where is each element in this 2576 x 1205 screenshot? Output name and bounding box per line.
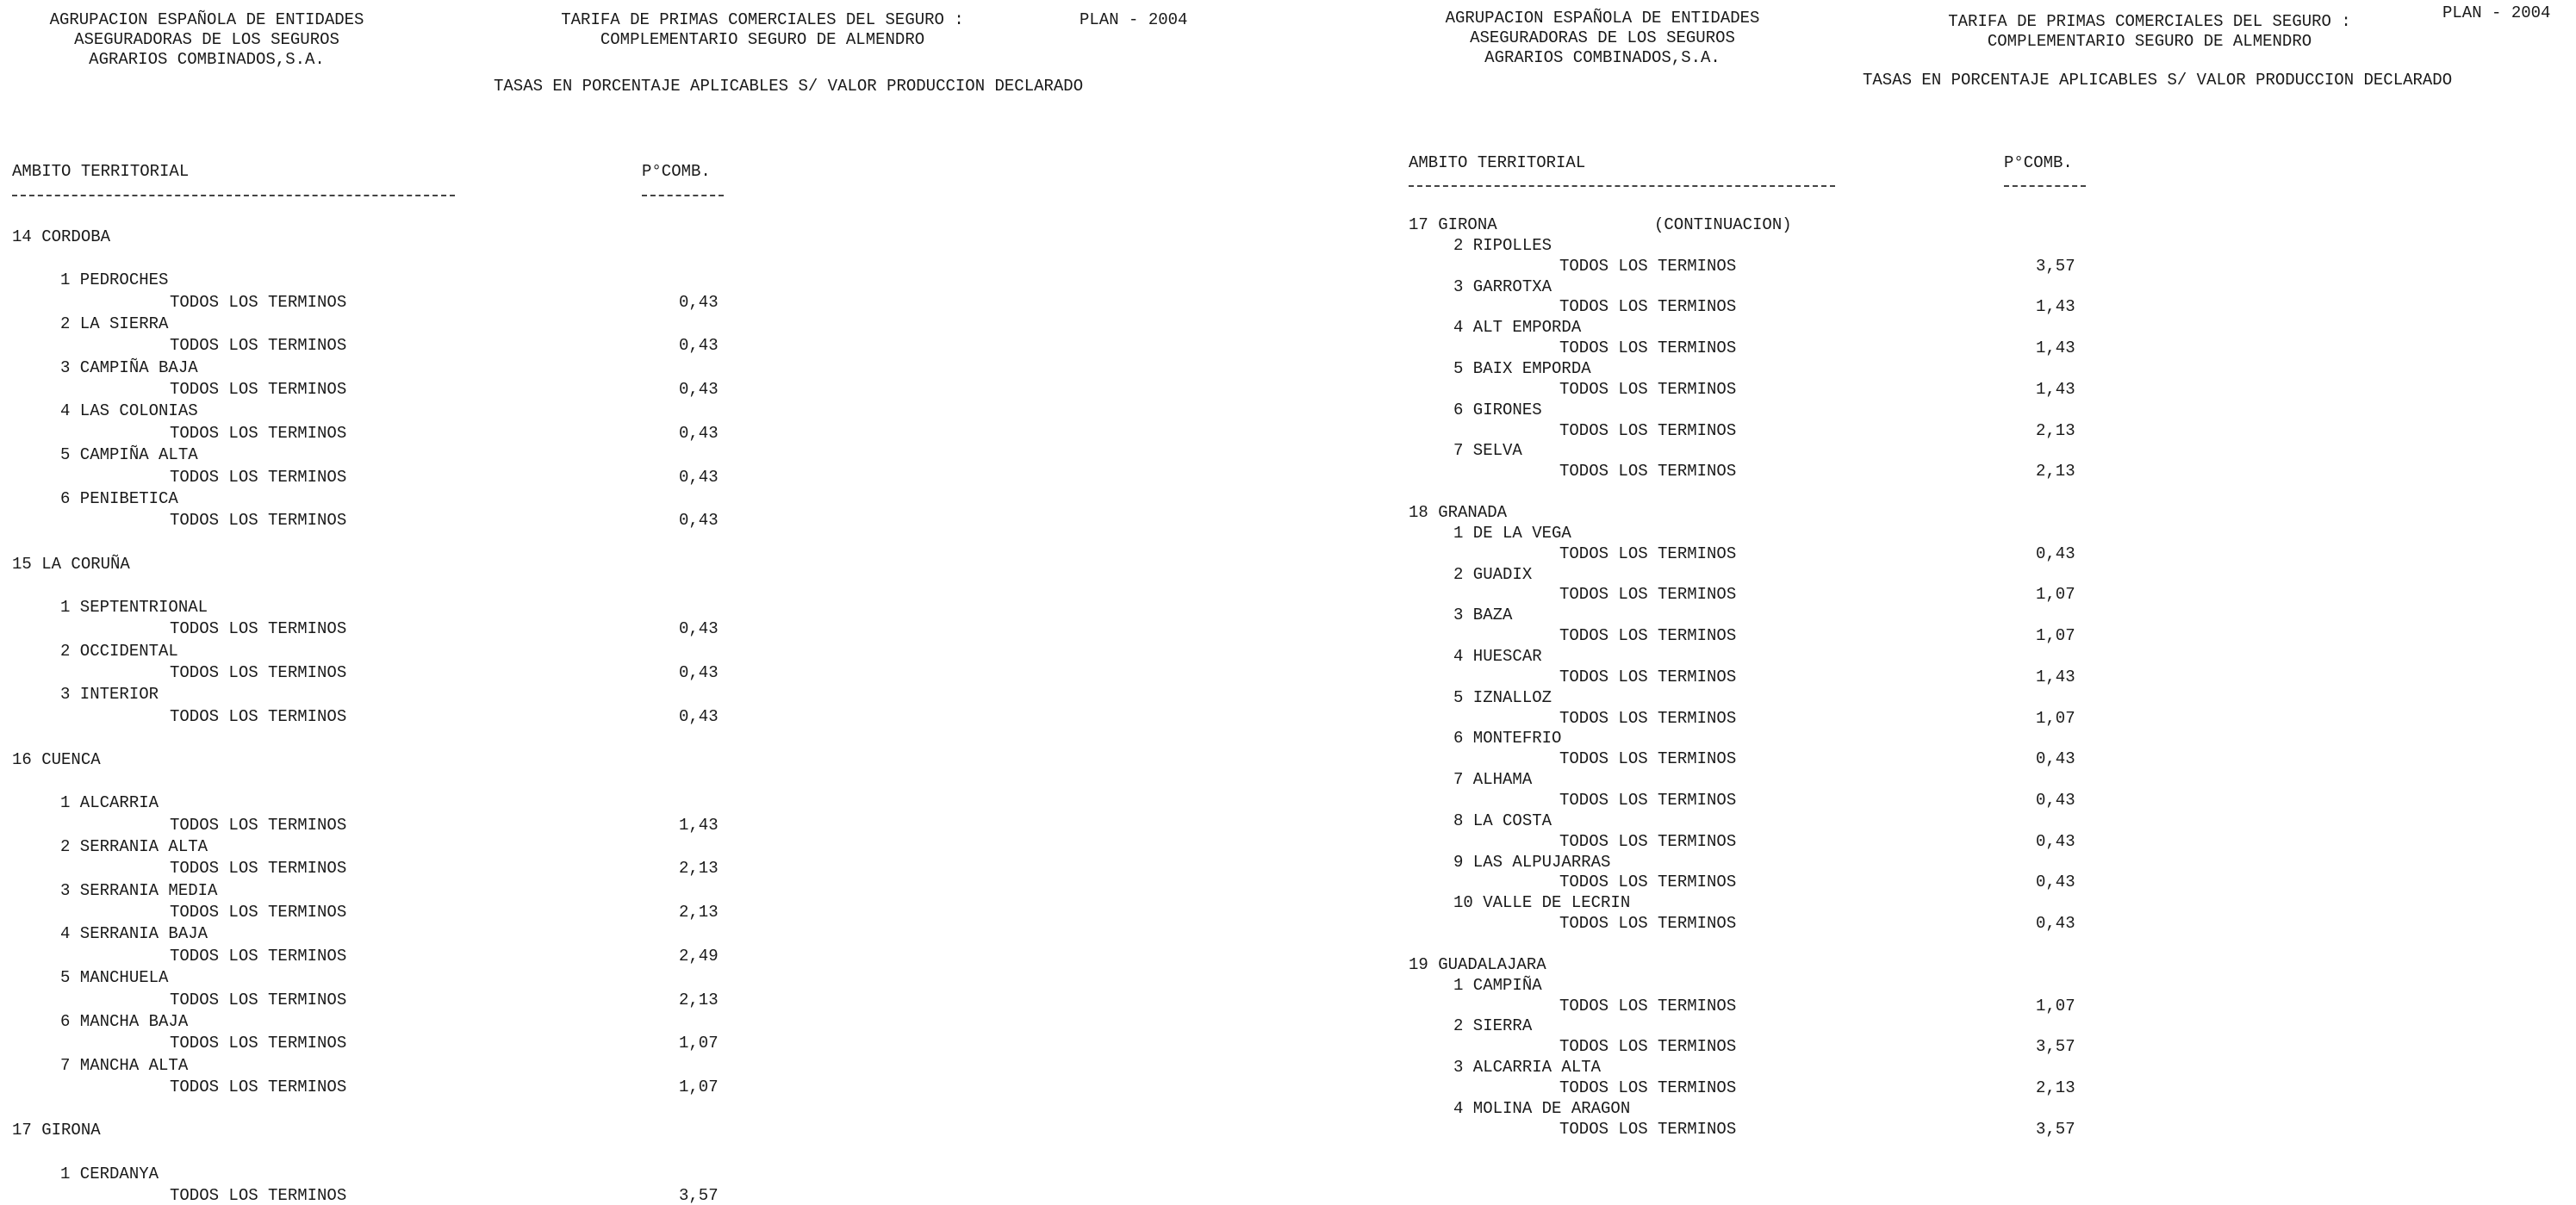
term-label: TODOS LOS TERMINOS [1559,420,1737,440]
term-label: TODOS LOS TERMINOS [170,423,347,443]
term-label: TODOS LOS TERMINOS [170,1034,347,1053]
rates-note: TASAS EN PORCENTAJE APLICABLES S/ VALOR PRODUCCION DECLARADO [494,77,1084,96]
comarca-heading: 5 CAMPIÑA ALTA [60,445,198,465]
rate-value: 3,57 [2036,1037,2075,1057]
comarca-heading: 1 ALCARRIA [60,793,159,813]
rate-value: 0,43 [679,467,719,487]
term-label: TODOS LOS TERMINOS [1559,667,1737,686]
comarca-heading: 2 SIERRA [1453,1016,1533,1036]
comarca-heading: 4 HUESCAR [1453,647,1542,666]
comarca-heading: 6 PENIBETICA [60,488,178,508]
plan-label: PLAN - 2004 [1080,10,1188,29]
rate-value: 1,43 [2036,339,2075,358]
comarca-heading: 5 MANCHUELA [60,968,169,988]
rate-value: 1,07 [2036,626,2075,646]
term-label: TODOS LOS TERMINOS [1559,790,1737,810]
term-label: TODOS LOS TERMINOS [170,1185,347,1205]
rate-value: 3,57 [2036,256,2075,276]
term-label: TODOS LOS TERMINOS [1559,996,1737,1016]
term-label: TODOS LOS TERMINOS [1559,708,1737,728]
term-label: TODOS LOS TERMINOS [1559,873,1737,892]
comarca-heading: 6 GIRONES [1453,400,1542,419]
term-label: TODOS LOS TERMINOS [1559,749,1737,769]
rate-value: 1,07 [679,1034,719,1053]
rate-value: 2,13 [2036,1078,2075,1097]
term-label: TODOS LOS TERMINOS [170,706,347,726]
rate-value: 0,43 [679,662,719,682]
tariff-title: TARIFA DE PRIMAS COMERCIALES DEL SEGURO : COMPLEMENTARIO SEGURO DE ALMENDRO [561,10,964,49]
term-label: TODOS LOS TERMINOS [1559,831,1737,851]
company-header: AGRUPACION ESPAÑOLA DE ENTIDADES ASEGURADORAS DE LOS SEGUROS AGRARIOS COMBINADOS,S.A. [49,10,364,69]
province-heading: 17 GIRONA [1409,215,1497,234]
header-rule-pct [642,195,724,196]
rate-value: 2,13 [2036,420,2075,440]
term-label: TODOS LOS TERMINOS [170,903,347,922]
province-heading: 15 LA CORUÑA [12,554,130,574]
province-heading: 18 GRANADA [1409,503,1508,523]
rate-value: 3,57 [2036,1119,2075,1139]
comarca-heading: 7 SELVA [1453,441,1522,461]
comarca-heading: 4 LAS COLONIAS [60,401,198,421]
term-label: TODOS LOS TERMINOS [170,1077,347,1096]
term-label: TODOS LOS TERMINOS [1559,626,1737,646]
province-heading: 19 GUADALAJARA [1409,954,1546,974]
rate-value: 1,07 [2036,585,2075,605]
term-label: TODOS LOS TERMINOS [1559,462,1737,481]
term-label: TODOS LOS TERMINOS [1559,1037,1737,1057]
rate-value: 0,43 [679,511,719,531]
comarca-heading: 4 MOLINA DE ARAGON [1453,1098,1631,1118]
page-right [1404,0,2576,1147]
comarca-heading: 9 LAS ALPUJARRAS [1453,852,1611,872]
continuation-note: (CONTINUACION) [1654,215,1792,234]
rate-value: 1,43 [2036,297,2075,317]
rate-value: 1,07 [2036,996,2075,1016]
comarca-heading: 6 MANCHA BAJA [60,1011,189,1031]
page-left [0,0,1275,1205]
comarca-heading: 6 MONTEFRIO [1453,729,1562,748]
rate-value: 1,43 [679,815,719,835]
rate-value: 0,43 [679,380,719,400]
rate-value: 0,43 [679,292,719,312]
comarca-heading: 2 OCCIDENTAL [60,641,178,661]
plan-label: PLAN - 2004 [2442,3,2551,22]
term-label: TODOS LOS TERMINOS [170,619,347,639]
comarca-heading: 5 IZNALLOZ [1453,687,1552,707]
column-header-ambito: AMBITO TERRITORIAL [1409,153,1586,172]
rate-value: 0,43 [2036,831,2075,851]
comarca-heading: 3 CAMPIÑA BAJA [60,357,198,377]
term-label: TODOS LOS TERMINOS [1559,297,1737,317]
province-heading: 14 CORDOBA [12,227,111,246]
comarca-heading: 7 ALHAMA [1453,770,1533,790]
term-label: TODOS LOS TERMINOS [170,467,347,487]
comarca-heading: 10 VALLE DE LECRIN [1453,893,1631,913]
term-label: TODOS LOS TERMINOS [170,511,347,531]
term-label: TODOS LOS TERMINOS [170,380,347,400]
rate-value: 0,43 [2036,790,2075,810]
header-rule-ambito [12,195,455,196]
rate-value: 1,43 [2036,379,2075,399]
term-label: TODOS LOS TERMINOS [170,990,347,1009]
rate-value: 0,43 [679,619,719,639]
comarca-heading: 1 SEPTENTRIONAL [60,597,208,617]
term-label: TODOS LOS TERMINOS [1559,585,1737,605]
rate-value: 0,43 [2036,914,2075,934]
rate-value: 2,13 [679,859,719,879]
term-label: TODOS LOS TERMINOS [170,946,347,966]
term-label: TODOS LOS TERMINOS [170,292,347,312]
comarca-heading: 1 CAMPIÑA [1453,975,1542,995]
comarca-heading: 1 DE LA VEGA [1453,523,1571,543]
comarca-heading: 7 MANCHA ALTA [60,1055,189,1075]
term-label: TODOS LOS TERMINOS [1559,339,1737,358]
rate-value: 2,13 [2036,462,2075,481]
term-label: TODOS LOS TERMINOS [170,859,347,879]
comarca-heading: 1 CERDANYA [60,1164,159,1183]
rate-value: 0,43 [2036,873,2075,892]
header-rule-ambito [1409,185,1835,187]
rate-value: 1,07 [2036,708,2075,728]
term-label: TODOS LOS TERMINOS [1559,379,1737,399]
column-header-pct: P°COMB. [642,162,711,181]
term-label: TODOS LOS TERMINOS [1559,256,1737,276]
term-label: TODOS LOS TERMINOS [1559,1078,1737,1097]
term-label: TODOS LOS TERMINOS [170,815,347,835]
column-header-ambito: AMBITO TERRITORIAL [12,162,190,181]
comarca-heading: 2 GUADIX [1453,564,1533,584]
province-heading: 16 CUENCA [12,750,101,769]
rate-value: 2,13 [679,990,719,1009]
term-label: TODOS LOS TERMINOS [1559,914,1737,934]
comarca-heading: 4 ALT EMPORDA [1453,318,1582,338]
comarca-heading: 2 LA SIERRA [60,314,169,334]
company-header: AGRUPACION ESPAÑOLA DE ENTIDADES ASEGURADORAS DE LOS SEGUROS AGRARIOS COMBINADOS,S.A. [1445,9,1760,67]
term-label: TODOS LOS TERMINOS [1559,543,1737,563]
comarca-heading: 4 SERRANIA BAJA [60,924,208,944]
rate-value: 3,57 [679,1185,719,1205]
column-header-pct: P°COMB. [2004,153,2073,172]
province-heading: 17 GIRONA [12,1121,101,1140]
rates-note: TASAS EN PORCENTAJE APLICABLES S/ VALOR PRODUCCION DECLARADO [1863,71,2453,90]
comarca-heading: 3 ALCARRIA ALTA [1453,1058,1602,1078]
rate-value: 0,43 [679,423,719,443]
comarca-heading: 5 BAIX EMPORDA [1453,358,1591,378]
comarca-heading: 3 SERRANIA MEDIA [60,880,218,900]
term-label: TODOS LOS TERMINOS [170,662,347,682]
comarca-heading: 8 LA COSTA [1453,811,1552,830]
rate-value: 1,07 [679,1077,719,1096]
rate-value: 2,13 [679,903,719,922]
rate-value: 2,49 [679,946,719,966]
rate-value: 1,43 [2036,667,2075,686]
term-label: TODOS LOS TERMINOS [1559,1119,1737,1139]
comarca-heading: 3 BAZA [1453,606,1513,625]
comarca-heading: 3 INTERIOR [60,685,159,705]
header-rule-pct [2004,185,2086,187]
comarca-heading: 1 PEDROCHES [60,270,169,290]
rate-value: 0,43 [2036,543,2075,563]
comarca-heading: 3 GARROTXA [1453,276,1552,296]
rate-value: 0,43 [679,336,719,356]
term-label: TODOS LOS TERMINOS [170,336,347,356]
comarca-heading: 2 RIPOLLES [1453,235,1552,255]
rate-value: 0,43 [679,706,719,726]
rate-value: 0,43 [2036,749,2075,769]
comarca-heading: 2 SERRANIA ALTA [60,837,208,857]
tariff-title: TARIFA DE PRIMAS COMERCIALES DEL SEGURO : COMPLEMENTARIO SEGURO DE ALMENDRO [1948,12,2351,51]
